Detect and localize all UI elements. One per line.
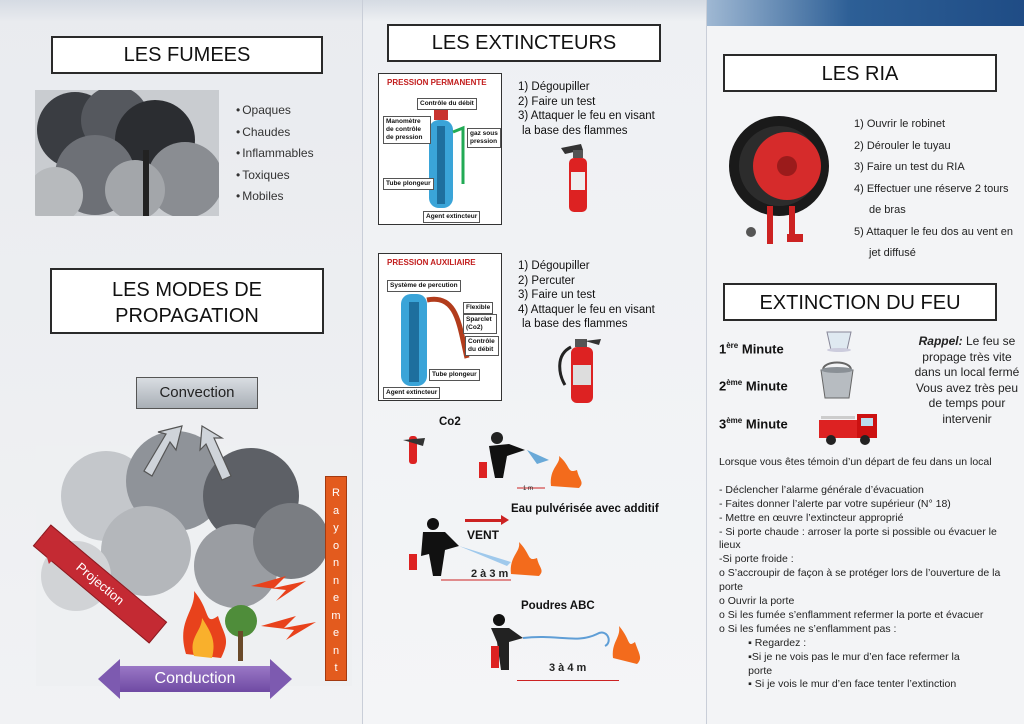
label-tube-plongeur: Tube plongeur <box>383 178 434 190</box>
poudres-label: Poudres ABC <box>521 600 595 612</box>
modes-title: LES MODES DE PROPAGATION <box>50 268 324 334</box>
smoke-photo <box>35 90 219 216</box>
minute-2: 2ème Minute <box>719 378 788 394</box>
diagram-pression-permanente: PRESSION PERMANENTE Contrôle du débit Manomètre de contrôle de pression gaz sous pression Tube plongeur Agent extincteur <box>378 73 502 225</box>
extincteurs-title: LES EXTINCTEURS <box>387 24 661 62</box>
procedure-text: Lorsque vous êtes témoin d’un départ de feu dans un local - Déclencher l’alarme générale d’évacuation - Faites donner l’alerte par votre supérieur (N° 18) - Mettre en œuvre l’extincteur approprié - Si porte chaude : arroser la porte si possible ou évacuer le lieux -Si porte froide : o S’accroupir de façon à se protéger lors de l’ouverture de la porte o Ouvrir la porte o Si les fumée s’enflamment refermer la porte et évacuer o Si les fumées ne s’enflamment pas : ▪ Regardez : ▪Si je ne vois pas le mur d’en face refermer la porte ▪ Si je vois le mur d’en face tenter l’extinction <box>719 456 1001 691</box>
fumees-title: LES FUMEES <box>51 36 323 74</box>
conduction-right-arrowhead-icon <box>270 659 292 699</box>
conduction-arrow: Conduction <box>120 666 270 692</box>
fire-extinguisher-co2-icon <box>555 335 607 405</box>
conduction-left-arrowhead-icon <box>98 659 120 699</box>
minute-3: 3ème Minute <box>719 416 788 432</box>
minute-1: 1ère Minute <box>719 341 784 357</box>
label-controle-debit-aux: Contrôle du débit <box>465 336 499 356</box>
fire-truck-icon <box>817 410 881 446</box>
label-flexible: Flexible <box>463 302 493 314</box>
vent-label: VENT <box>467 528 500 542</box>
steps-permanent: 1) Dégoupiller 2) Faire un test 3) Attaquer le feu en visant la base des flammes <box>518 81 655 137</box>
propagation-illustration <box>36 376 352 696</box>
co2-illustration <box>399 428 599 494</box>
label-systeme-percussion: Système de percution <box>387 280 461 292</box>
label-sparclet: Sparclet (Co2) <box>463 314 497 334</box>
extinction-title: EXTINCTION DU FEU <box>723 283 997 321</box>
list-item: • Opaques <box>236 103 314 125</box>
ria-steps: 1) Ouvrir le robinet 2) Dérouler le tuyau 3) Faire un test du RIA 4) Effectuer une réserve 2 tours de bras 5) Attaquer le feu dos au vent en jet diffusé <box>854 118 1014 259</box>
co2-label: Co2 <box>439 416 461 428</box>
poudres-distance: 3 à 4 m <box>549 662 587 674</box>
label-tube-plongeur-aux: Tube plongeur <box>429 369 480 381</box>
label-gaz: gaz sous pression <box>467 128 501 148</box>
label-manometre: Manomètre de contrôle de pression <box>383 116 431 144</box>
hose-reel-illustration <box>723 114 835 250</box>
list-item: • Chaudes <box>236 125 314 147</box>
rappel-note: Rappel: Le feu se propage très vite dans un local fermé Vous avez très peu de temps pour intervenir <box>914 334 1020 426</box>
fumees-list <box>236 103 314 211</box>
co2-distance: 1 m <box>523 486 534 492</box>
poudres-distance-arrow <box>517 680 619 681</box>
diagram-pression-auxiliaire: PRESSION AUXILIAIRE Système de percution Flexible Sparclet (Co2) Contrôle du débit Tube plongeur Agent extincteur <box>378 253 502 401</box>
panel-extincteurs <box>362 0 707 724</box>
eau-distance: 2 à 3 m <box>471 568 509 580</box>
rayonnement-label: R a y o n n e m e n t <box>325 476 347 681</box>
eau-label: Eau pulvérisée avec additif <box>511 503 659 515</box>
fire-extinguisher-icon <box>559 140 599 214</box>
panel-fumees-propagation <box>0 0 362 724</box>
projection-arrow: Projection <box>33 524 167 643</box>
list-item: • Mobiles <box>236 189 314 211</box>
list-item: • Toxiques <box>236 168 314 190</box>
steps-auxiliaire: 1) Dégoupiller 2) Percuter 3) Faire un test 4) Attaquer le feu en visant la base des flammes <box>518 260 655 330</box>
glass-icon <box>823 330 855 352</box>
list-item: • Inflammables <box>236 146 314 168</box>
ria-title: LES RIA <box>723 54 997 92</box>
label-controle-debit: Contrôle du débit <box>417 98 477 110</box>
panel-ria-extinction <box>706 0 1024 724</box>
label-agent-extincteur-aux: Agent extincteur <box>383 387 440 399</box>
convection-label: Convection <box>136 377 258 409</box>
bucket-icon <box>817 360 857 400</box>
label-agent-extincteur: Agent extincteur <box>423 211 480 223</box>
